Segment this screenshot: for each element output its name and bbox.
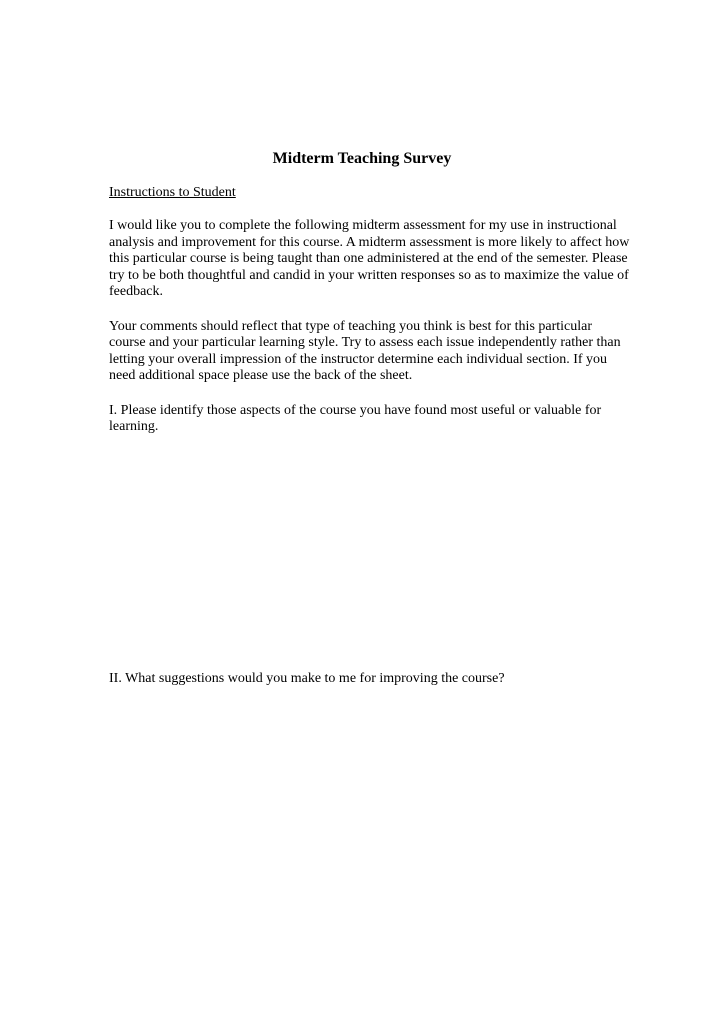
question-1: I. Please identify those aspects of the course you have found most useful or valuable for learning. bbox=[109, 402, 602, 435]
instructions-heading: Instructions to Student bbox=[109, 185, 236, 200]
intro-paragraph: I would like you to complete the following midterm assessment for my use in instructional analysis and improvement for this course. A midterm assessment is more likely to affect how this particular course is being taught than one administered at the end of the semester. Please try to be both thoughtful and candid in your written responses so as to maximize the value of feedback. bbox=[109, 218, 630, 300]
document-title: Midterm Teaching Survey bbox=[272, 150, 452, 167]
question-2: II. What suggestions would you make to me for improving the course? bbox=[109, 671, 505, 686]
comments-paragraph: Your comments should reflect that type of teaching you think is best for this particular course and your particular learning style. Try to assess each issue independently rather than letting your overall impression of the instructor determine each individual section. If you need additional space please use the back of the sheet. bbox=[109, 318, 621, 384]
